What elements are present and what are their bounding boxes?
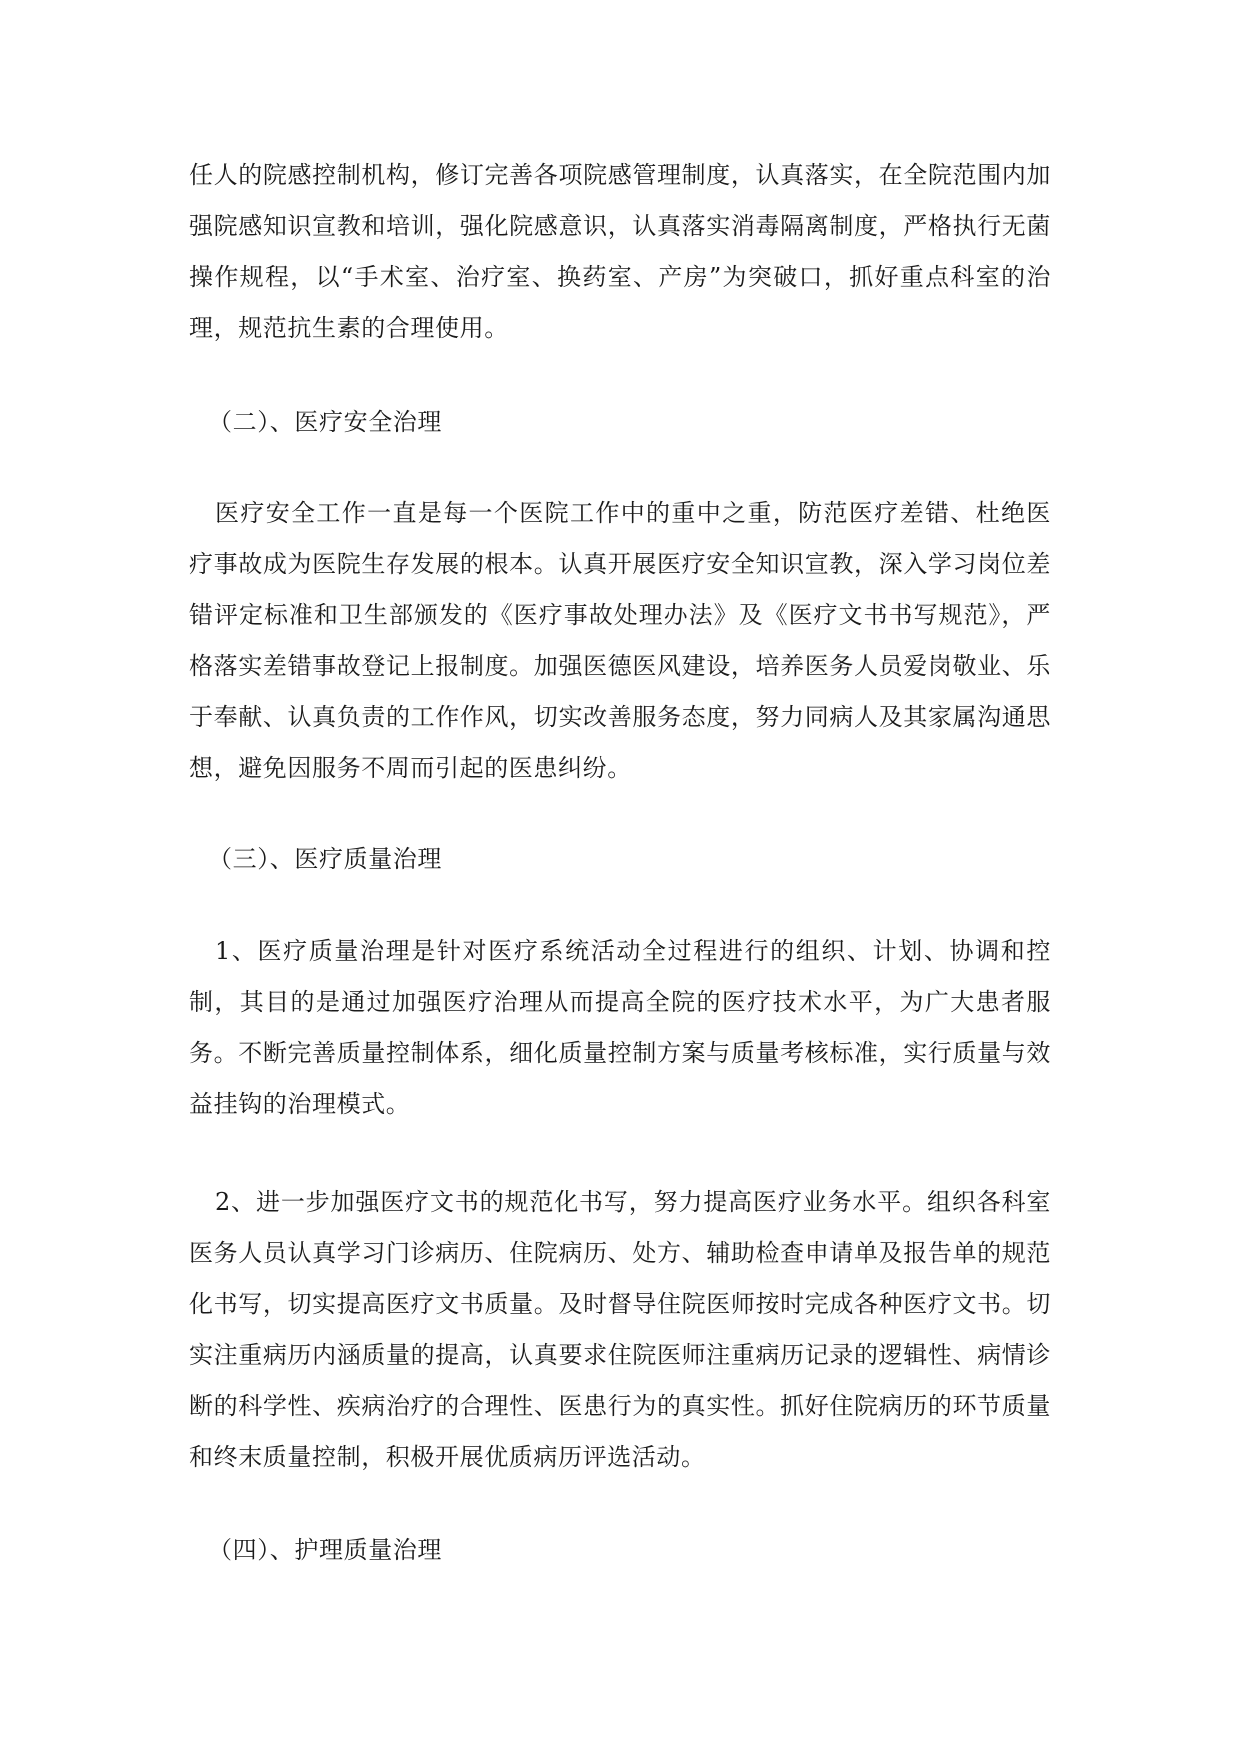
paragraph-medical-safety: 医疗安全工作一直是每一个医院工作中的重中之重，防范医疗差错、杜绝医疗事故成为医院生存发展的根本。认真开展医疗安全知识宣教，深入学习岗位差错评定标准和卫生部颁发的《医疗事故处理办法》及《医疗文书书写规范》，严格落实差错事故登记上报制度。加强医德医风建设，培养医务人员爱岗敬业、乐于奉献、认真负责的工作作风，切实改善服务态度，努力同病人及其家属沟通思想，避免因服务不周而引起的医患纠纷。 <box>189 499 1051 782</box>
paragraph-infection-control: 任人的院感控制机构，修订完善各项院感管理制度，认真落实，在全院范围内加强院感知识宣教和培训，强化院感意识，认真落实消毒隔离制度，严格执行无菌操作规程，以“手术室、治疗室、换药室、产房”为突破口，抓好重点科室的治理，规范抗生素的合理使用。 <box>189 161 1051 342</box>
paragraph-medical-records: 2、进一步加强医疗文书的规范化书写，努力提高医疗业务水平。组织各科室医务人员认真学习门诊病历、住院病历、处方、辅助检查申请单及报告单的规范化书写，切实提高医疗文书质量。及时督导住院医师按时完成各种医疗文书。切实注重病历内涵质量的提高，认真要求住院医师注重病历记录的逻辑性、病情诊断的科学性、疾病治疗的合理性、医患行为的真实性。抓好住院病历的环节质量和终末质量控制，积极开展优质病历评选活动。 <box>189 1188 1051 1471</box>
paragraph-quality-management: 1、医疗质量治理是针对医疗系统活动全过程进行的组织、计划、协调和控制，其目的是通过加强医疗治理从而提高全院的医疗技术水平，为广大患者服务。不断完善质量控制体系，细化质量控制方案与质量考核标准，实行质量与效益挂钩的治理模式。 <box>189 937 1051 1118</box>
heading-nursing-quality: （四）、护理质量治理 <box>208 1536 442 1564</box>
heading-medical-quality: （三）、医疗质量治理 <box>208 845 442 873</box>
heading-medical-safety: （二）、医疗安全治理 <box>208 408 442 436</box>
